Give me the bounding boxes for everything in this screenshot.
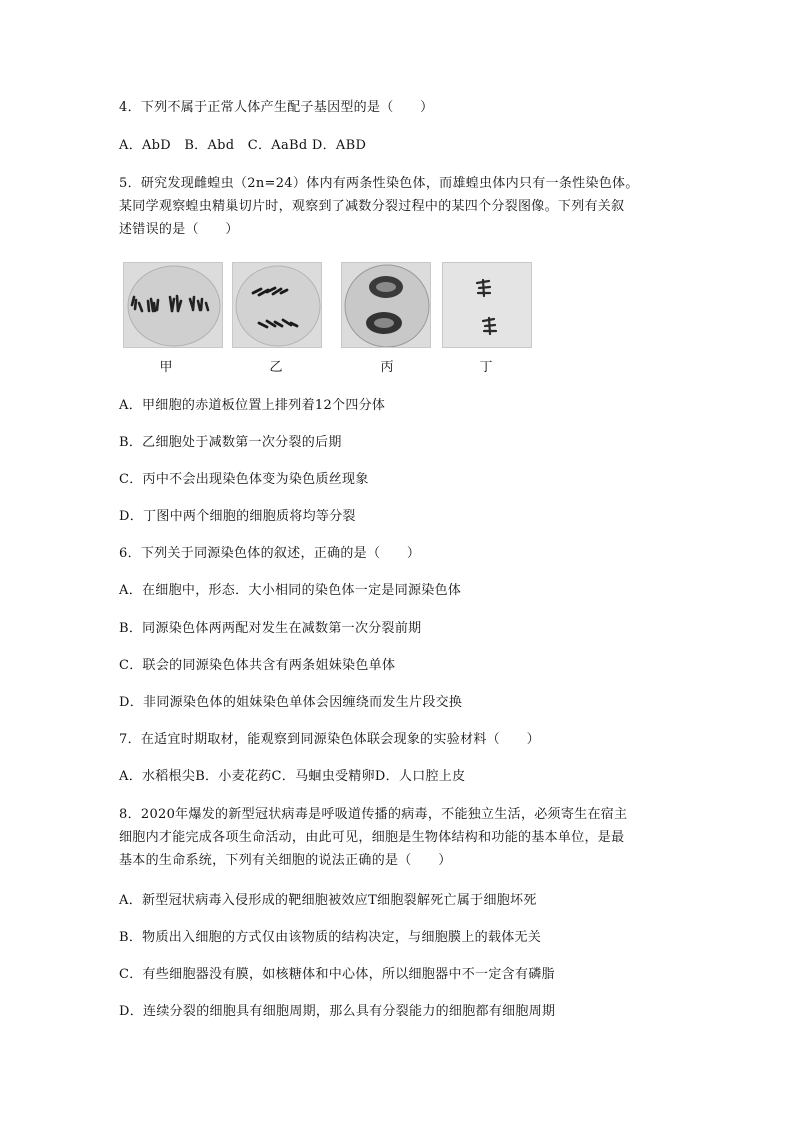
q6-option-c: C．联会的同源染色体共含有两条姐妹染色单体	[119, 658, 396, 673]
q5-option-b: B．乙细胞处于减数第一次分裂的后期	[119, 435, 342, 450]
q6-stem: 6．下列关于同源染色体的叙述，正确的是（ ）	[119, 546, 421, 561]
q4-stem: 4．下列不属于正常人体产生配子基因型的是（ ）	[119, 100, 434, 115]
q6-option-a: A．在细胞中，形态．大小相同的染色体一定是同源染色体	[119, 583, 462, 598]
q5-stem-line-3: 述错误的是（ ）	[119, 222, 239, 237]
q5-option-d: D．丁图中两个细胞的细胞质将均等分裂	[119, 509, 356, 524]
q8-stem-line-3: 基本的生命系统，下列有关细胞的说法正确的是（ ）	[119, 853, 452, 868]
q7-options: A．水稻根尖B．小麦花药C．马蛔虫受精卵D．人口腔上皮	[119, 769, 466, 784]
figure-caption-jia: 甲	[159, 360, 173, 375]
q8-option-b: B．物质出入细胞的方式仅由该物质的结构决定，与细胞膜上的载体无关	[119, 930, 542, 945]
q4-options: A．AbD B．Abd C．AaBd D．ABD	[119, 138, 367, 153]
micrograph-bing	[341, 262, 431, 348]
figure-caption-yi: 乙	[269, 360, 283, 375]
q7-stem: 7．在适宜时期取材，能观察到同源染色体联会现象的实验材料（ ）	[119, 732, 540, 747]
q8-option-a: A．新型冠状病毒入侵形成的靶细胞被效应T细胞裂解死亡属于细胞坏死	[119, 893, 537, 908]
q5-stem-line-2: 某同学观察蝗虫精巢切片时，观察到了减数分裂过程中的某四个分裂图像。下列有关叙	[119, 199, 625, 214]
q8-stem-line-2: 细胞内才能完成各项生命活动，由此可见，细胞是生物体结构和功能的基本单位，是最	[119, 830, 625, 845]
q8-stem-line-1: 8．2020年爆发的新型冠状病毒是呼吸道传播的病毒，不能独立生活，必须寄生在宿主	[119, 807, 628, 822]
q6-option-d: D．非同源染色体的姐妹染色单体会因缠绕而发生片段交换	[119, 695, 463, 710]
micrograph-ding	[442, 262, 532, 348]
micrograph-jia	[123, 262, 223, 348]
q5-option-c: C．丙中不会出现染色体变为染色质丝现象	[119, 472, 369, 487]
q8-option-c: C．有些细胞器没有膜，如核糖体和中心体，所以细胞器中不一定含有磷脂	[119, 967, 555, 982]
q8-option-d: D．连续分裂的细胞具有细胞周期，那么具有分裂能力的细胞都有细胞周期	[119, 1004, 556, 1019]
figure-caption-bing: 丙	[380, 360, 394, 375]
q6-option-b: B．同源染色体两两配对发生在减数第一次分裂前期	[119, 621, 422, 636]
q5-option-a: A．甲细胞的赤道板位置上排列着12个四分体	[119, 398, 386, 413]
figure-caption-ding: 丁	[479, 360, 493, 375]
q5-stem-line-1: 5．研究发现雌蝗虫（2n=24）体内有两条性染色体，而雄蝗虫体内只有一条性染色体。	[119, 176, 639, 191]
micrograph-yi	[232, 262, 322, 348]
